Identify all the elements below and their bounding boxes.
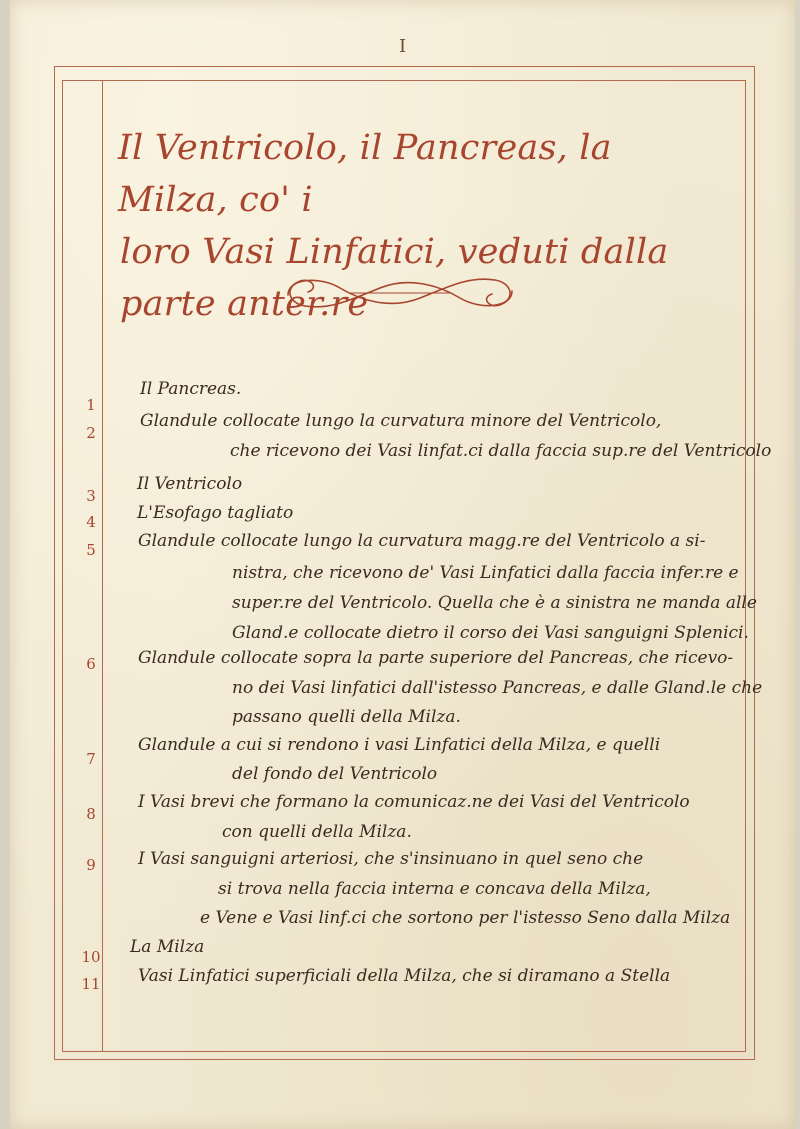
- manuscript-page: [10, 0, 795, 1129]
- entry-5-line-1: Glandule collocate lungo la curvatura magg.re del Ventricolo a si-: [138, 531, 706, 551]
- entry-9-line-2: si trova nella faccia interna e concava della Milza,: [218, 879, 651, 899]
- entry-4-line-1: L'Esofago tagliato: [137, 503, 294, 523]
- entry-9-line-3: e Vene e Vasi linf.ci che sortono per l'istesso Seno dalla Milza: [200, 908, 731, 928]
- entry-number-4: 4: [86, 513, 96, 531]
- entry-7-line-1: Glandule a cui si rendono i vasi Linfatici della Milza, e quelli: [138, 735, 661, 755]
- entry-number-1: 1: [86, 396, 96, 414]
- entry-1-line-1: Il Pancreas.: [140, 379, 242, 399]
- entry-number-6: 6: [86, 655, 96, 673]
- entry-number-11: 11: [81, 975, 101, 993]
- entry-number-7: 7: [86, 750, 96, 768]
- title-line-1: Il Ventricolo, il Pancreas, la Milza, co' i: [118, 128, 612, 220]
- entry-number-3: 3: [86, 487, 96, 505]
- entry-5-line-3: super.re del Ventricolo. Quella che è a sinistra ne manda alle: [232, 593, 757, 613]
- entry-11-line-1: Vasi Linfatici superficiali della Milza, che si diramano a Stella: [138, 966, 671, 986]
- entry-6-line-3: passano quelli della Milza.: [232, 707, 461, 727]
- entry-9-line-1: I Vasi sanguigni arteriosi, che s'insinuano in quel seno che: [138, 849, 644, 869]
- entry-10-line-1: La Milza: [130, 937, 205, 957]
- entry-number-2: 2: [86, 424, 96, 442]
- entry-6-line-1: Glandule collocate sopra la parte superiore del Pancreas, che ricevo-: [138, 648, 734, 668]
- entry-5-line-2: nistra, che ricevono de' Vasi Linfatici dalla faccia infer.re e: [232, 563, 739, 583]
- title-line-2: loro Vasi Linfatici, veduti dalla parte anter.re: [120, 232, 669, 324]
- entry-7-line-2: del fondo del Ventricolo: [232, 764, 438, 784]
- entry-5-line-4: Gland.e collocate dietro il corso dei Vasi sanguigni Splenici.: [232, 623, 749, 643]
- legend-entries: [10, 0, 795, 1129]
- entry-number-5: 5: [86, 541, 96, 559]
- entry-number-10: 10: [81, 948, 101, 966]
- entry-2-line-2: che ricevono dei Vasi linfat.ci dalla faccia sup.re del Ventricolo: [230, 441, 772, 461]
- entry-8-line-1: I Vasi brevi che formano la comunicaz.ne dei Vasi del Ventricolo: [138, 792, 690, 812]
- entry-2-line-1: Glandule collocate lungo la curvatura minore del Ventricolo,: [140, 411, 662, 431]
- page-number: I: [398, 36, 407, 57]
- entry-6-line-2: no dei Vasi linfatici dall'istesso Pancreas, e dalle Gland.le che: [232, 678, 763, 698]
- entry-3-line-1: Il Ventricolo: [137, 474, 243, 494]
- entry-number-9: 9: [86, 856, 96, 874]
- entry-number-8: 8: [86, 805, 96, 823]
- entry-8-line-2: con quelli della Milza.: [222, 822, 412, 842]
